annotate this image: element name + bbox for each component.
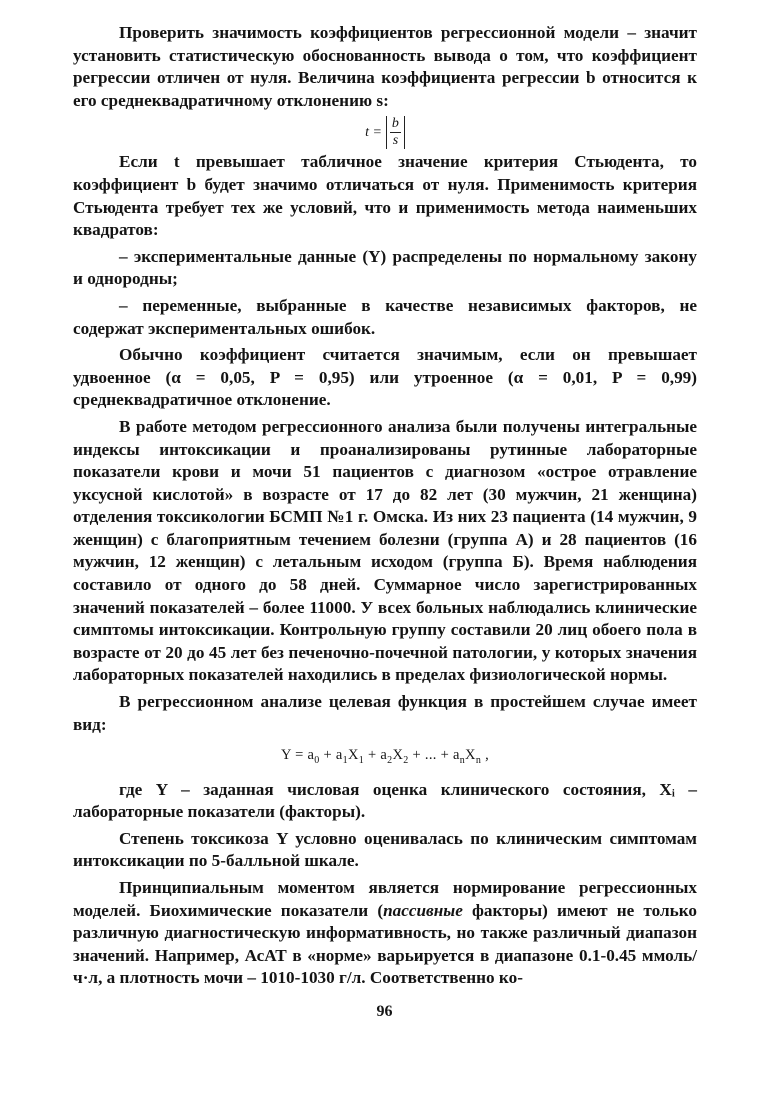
formula-part: Y = a (280, 747, 315, 764)
formula-part: + a (319, 747, 343, 764)
formula-subscript: 0 (314, 755, 320, 767)
formula-subscript: 1 (358, 755, 365, 767)
formula-t-statistic (73, 116, 697, 149)
paragraph-normalization-part-2: факторы) имеют не только различную диагностическую информативность, но также различный диапазон значений. Например, АсАТ в «норме» варьируется в диапазоне 0.1-0.45 ммоль/ч·л, а плотность мочи – 1010-1030 г/л. Соответственно ко- (73, 900, 698, 988)
paragraph-target-function: В регрессионном анализе целевая функция в простейшем случае имеет вид: (73, 692, 697, 734)
formula-subscript: n (459, 755, 466, 767)
paragraph-toxicosis-degree: Степень токсикоза Y условно оценивалась по клиническим симптомам интоксикации по 5-балльной шкале. (73, 828, 697, 871)
formula-subscript: 2 (403, 755, 409, 767)
formula-subscript: 2 (387, 755, 393, 767)
formula-subscript: 1 (342, 755, 348, 767)
formula-part: X (465, 747, 476, 764)
paragraph-study-description: В работе методом регрессионного анализа были получены интегральные индексы интоксикации и проанализированы рутинные лабораторные показатели крови и мочи 51 пациентов с диагнозом «острое отравление уксусной кислотой» в возрасте от 17 до 82 лет (30 мужчин, 21 женщина) отделения токсикологии БСМП №1 г. Омска. Из них 23 пациента (14 мужчин, 9 женщин) с благоприятным течением болезни (группа А) и 28 пациентов (16 мужчин, 12 женщин) с летальным исходом (группа Б). Время наблюдения составило от одного до 58 дней. Суммарное число зарегистрированных значений показателей – более 11000. У всех больных наблюдались клинические симптомы интоксикации. Контрольную группу составили 20 лиц обоего пола в возрасте от 20 до 45 лет без печеночно-почечной патологии, у которых значения лабораторных показателей находились в пределах физиологической нормы. (73, 416, 697, 685)
formula-part: , (481, 747, 489, 764)
paragraph-normalization-emphasis: пассивные (383, 900, 463, 920)
document-page (73, 22, 697, 990)
paragraph-where-definitions: где Y – заданная числовая оценка клинического состояния, Xᵢ – лабораторные показатели (факторы). (73, 779, 697, 822)
formula-t-numerator: b (391, 116, 399, 132)
formula-subscript: n (475, 755, 482, 767)
formula-t-denominator: s (392, 133, 399, 149)
paragraph-significance: Проверить значимость коэффициентов регрессионной модели – значит установить статистическую обоснованность вывода о том, что коэффициент регрессии отличен от нуля. Величина коэффициента регрессии b относится к его среднеквадратичному отклонению s: (73, 23, 697, 110)
paragraph-student-criterion: Если t превышает табличное значение критерия Стьюдента, то коэффициент b будет значимо отличаться от нуля. Применимость критерия Стьюдента требует тех же условий, что и применимость метода наименьших квадратов: (73, 152, 697, 240)
formula-part: X (347, 747, 359, 764)
formula-t-lhs: t = (365, 124, 382, 140)
formula-t-abs-fraction (386, 116, 405, 149)
paragraph-normalization-part-1: Принципиальным моментом является нормирование регрессионных моделей. Биохимические показатели ( (73, 878, 697, 920)
formula-part: + ... + a (408, 747, 460, 764)
formula-part: X (392, 747, 404, 764)
page-number: 96 (376, 1003, 393, 1020)
paragraph-significance-threshold: Обычно коэффициент считается значимым, если он превышает удвоенное (α = 0,05, P = 0,95) или утроенное (α = 0,01, P = 0,99) среднеквадратичное отклонение. (73, 345, 697, 410)
paragraph-normalization (73, 877, 697, 990)
formula-part: + a (364, 747, 388, 764)
formula-regression (73, 744, 697, 772)
list-item-independent-factors: – переменные, выбранные в качестве независимых факторов, не содержат экспериментальных ошибок. (73, 295, 697, 338)
list-item-normal-distribution: – экспериментальные данные (Y) распределены по нормальному закону и однородны; (73, 246, 697, 289)
